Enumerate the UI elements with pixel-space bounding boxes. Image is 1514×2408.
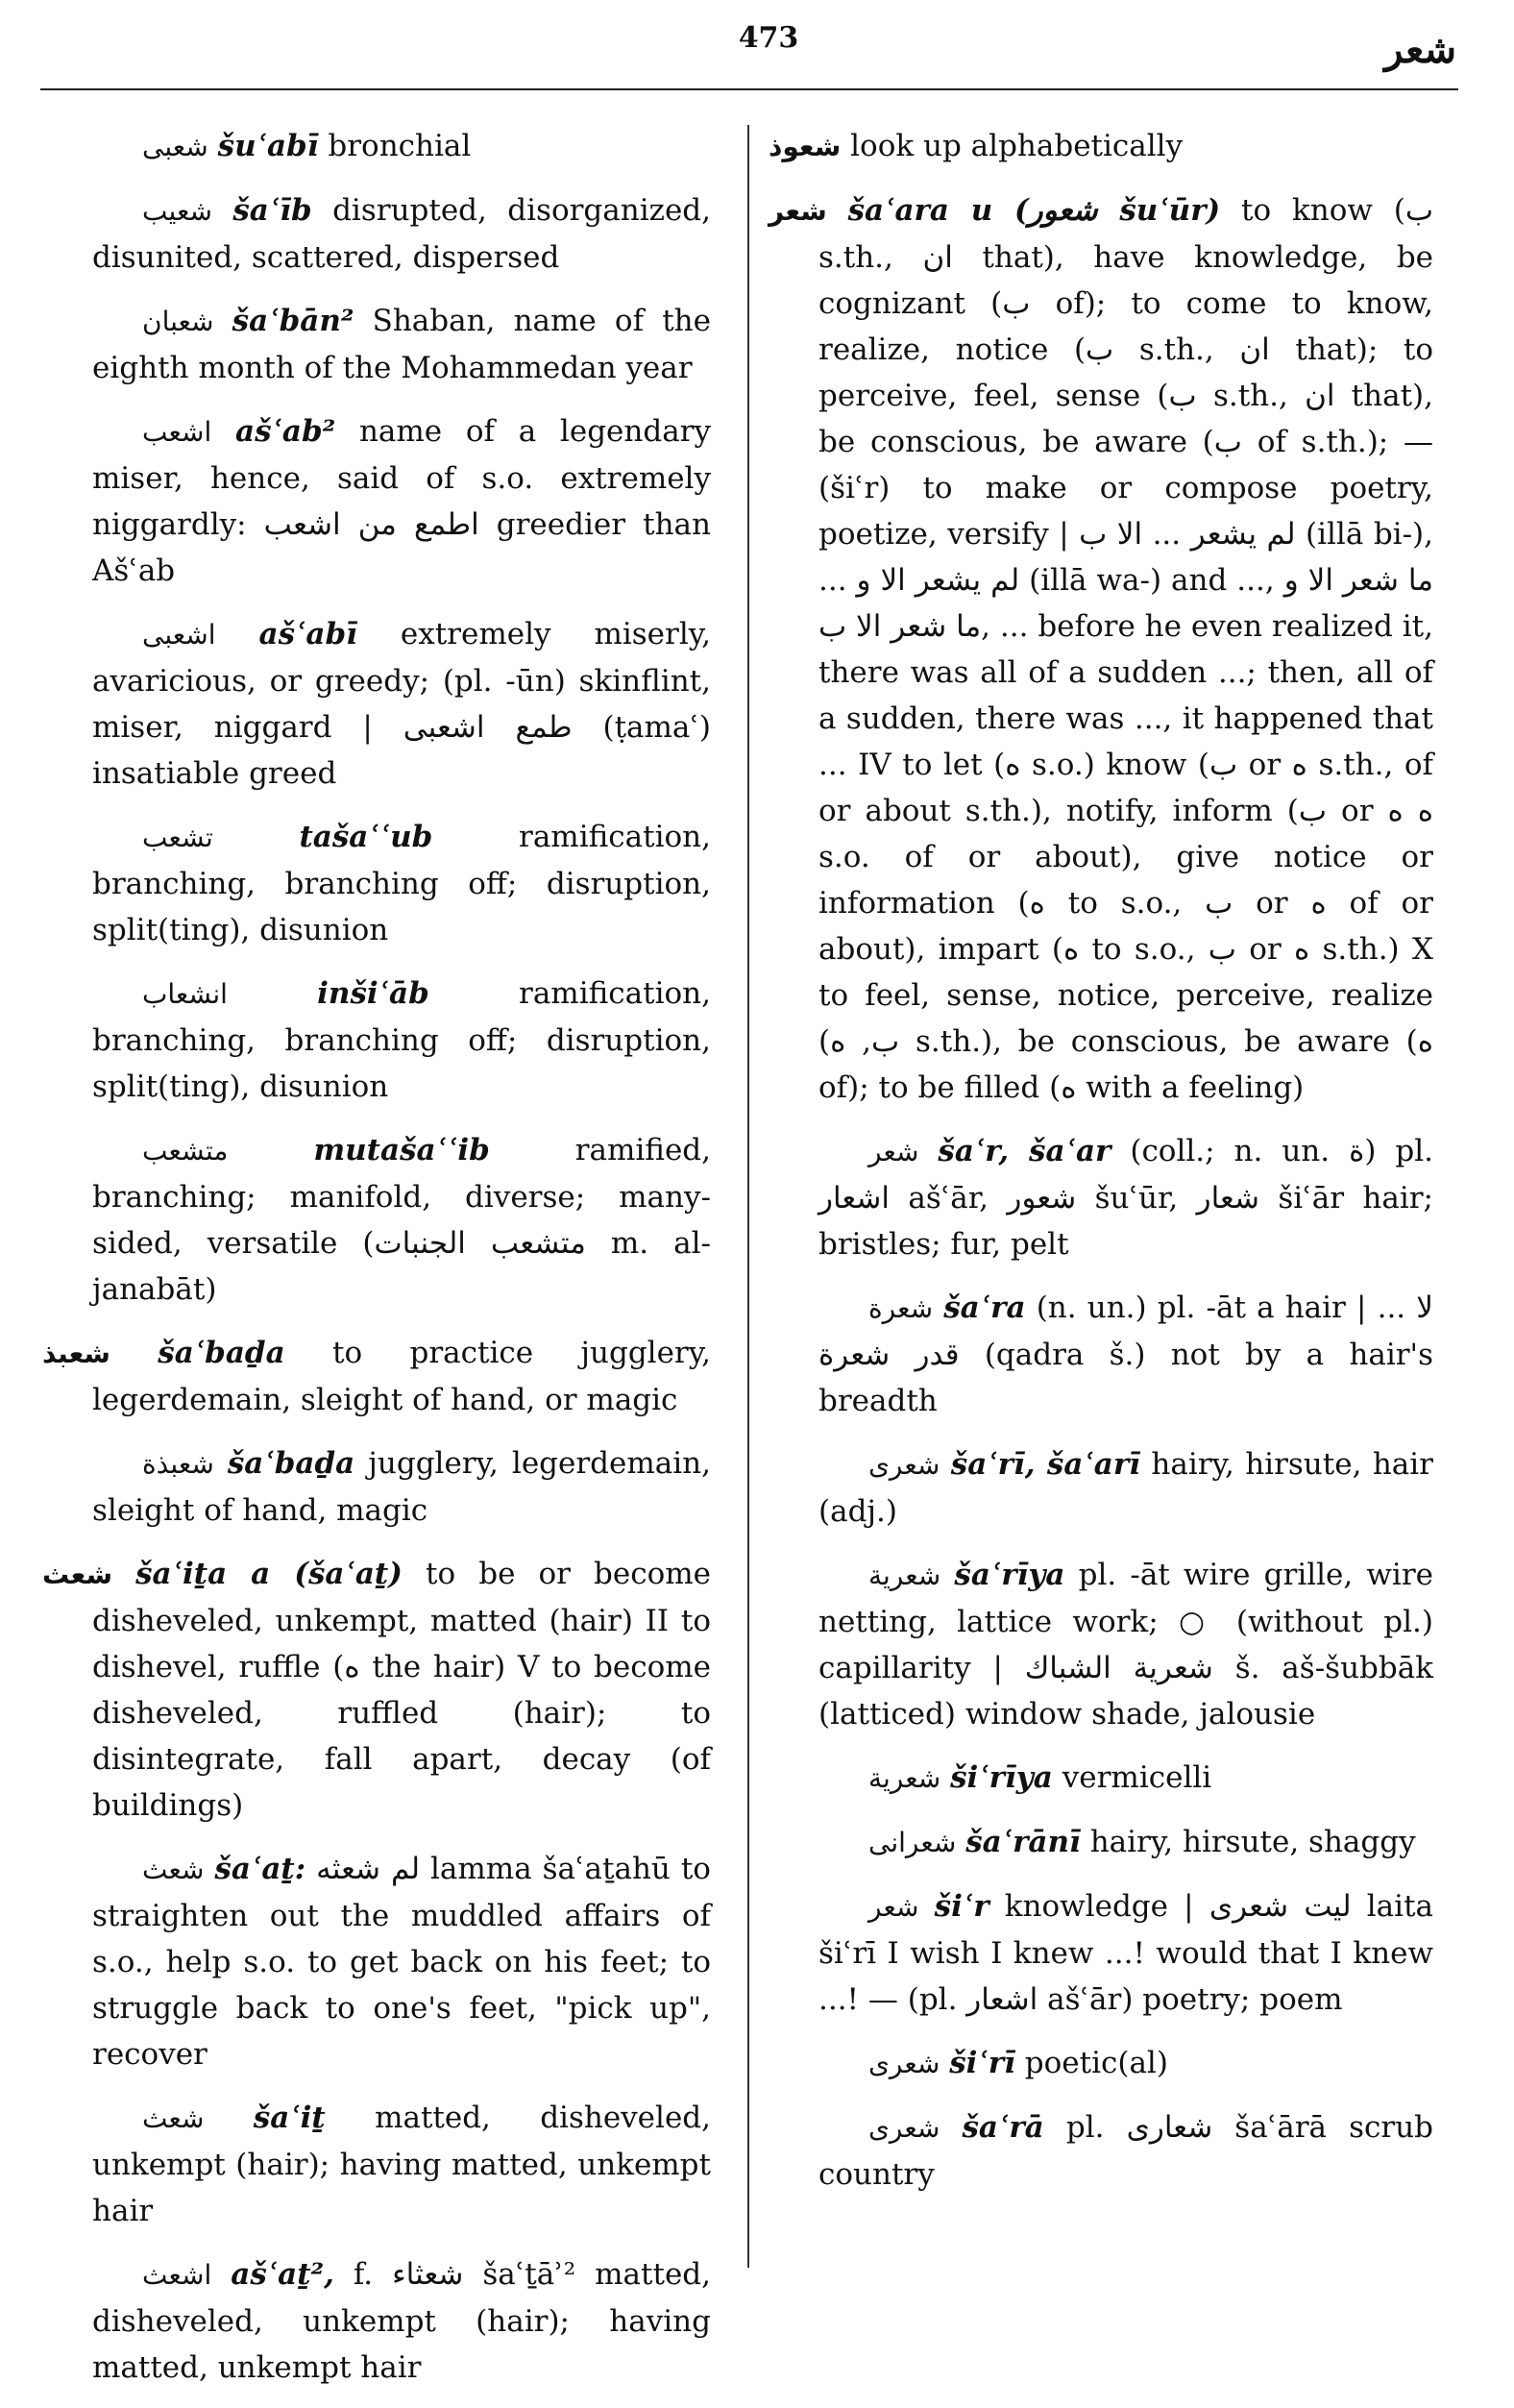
- dictionary-entry: [769, 1552, 1433, 1737]
- entry-arabic-headword: شعرى: [868, 2048, 940, 2079]
- entry-arabic-headword: شعرية: [868, 1560, 941, 1591]
- dictionary-entry: [42, 1551, 711, 1829]
- entry-definition: to practice jugglery, legerdemain, sleight of hand, or magic: [92, 1336, 711, 1417]
- entry-transliteration: šaʿīb: [232, 193, 312, 228]
- dictionary-entry: [769, 1128, 1433, 1267]
- entry-transliteration: ašʿabī: [258, 617, 357, 651]
- entry-transliteration: šaʿara u (شعور šuʿūr): [847, 193, 1221, 228]
- entry-definition: ramification, branching, branching off; disruption, split(ting), disunion: [92, 976, 711, 1104]
- entry-transliteration: šiʿrī: [949, 2046, 1015, 2080]
- entry-arabic-headword: شعرية: [868, 1762, 941, 1794]
- entry-arabic-headword: اشعبى: [142, 619, 216, 651]
- entry-definition: bronchial: [328, 129, 472, 163]
- entry-arabic-headword: شعرة: [868, 1292, 934, 1324]
- entry-arabic-headword: شعر: [868, 1891, 919, 1923]
- left-column: [42, 123, 711, 2408]
- entry-transliteration: šaʿaṯ:: [214, 1852, 306, 1886]
- entry-arabic-headword: انشعاب: [142, 978, 228, 1010]
- entry-definition: name of a legendary miser, hence, said of s.o. extremely niggardly: اطمع من اشعب greedier than Ašʿab: [92, 414, 712, 588]
- dictionary-entry: [42, 1846, 711, 2077]
- right-column: [769, 123, 1433, 2215]
- entry-arabic-headword: شعر: [868, 1136, 919, 1167]
- entry-definition: (n. un.) pl. -āt a hair | لا ... قدر شعرة (qadra š.) not by a hair's breadth: [818, 1290, 1433, 1418]
- entry-definition: ramification, branching, branching off; disruption, split(ting), disunion: [92, 820, 711, 947]
- running-head: شعر: [1384, 27, 1456, 72]
- entry-transliteration: šaʿbān²: [232, 304, 354, 338]
- dictionary-entry: [42, 1127, 711, 1313]
- entry-definition: pl. شعارى šaʿārā scrub country: [818, 2110, 1433, 2192]
- entry-arabic-headword: شعبذ: [42, 1338, 110, 1369]
- entry-arabic-headword: شعر: [769, 195, 827, 227]
- entry-transliteration: šaʿrā: [962, 2110, 1044, 2145]
- entry-definition: knowledge | ليت شعرى laita šiʿrī I wish I knew ...! would that I knew ...! — (pl. اشعار ašʿār) poetry; poem: [818, 1889, 1434, 2017]
- entry-definition: f. شعثاء šaʿṯāʾ² matted, disheveled, unkempt (hair); having matted, unkempt hair: [92, 2257, 711, 2385]
- entry-transliteration: šaʿiṯ: [253, 2101, 326, 2135]
- entry-definition: jugglery, legerdemain, sleight of hand, magic: [92, 1446, 711, 1528]
- dictionary-entry: [769, 2104, 1433, 2198]
- entry-transliteration: inšiʿāb: [317, 976, 429, 1011]
- column-divider: [747, 125, 749, 2268]
- entry-arabic-headword: شعبذة: [142, 1448, 214, 1480]
- entry-arabic-headword: شعث: [142, 2102, 205, 2134]
- entry-definition: disrupted, disorganized, disunited, scattered, dispersed: [92, 193, 712, 275]
- dictionary-entry: [769, 1755, 1433, 1802]
- entry-arabic-headword: شعوذ: [769, 131, 842, 162]
- dictionary-entry: [42, 123, 711, 170]
- entry-transliteration: šaʿrānī: [965, 1825, 1081, 1859]
- entry-definition: لم شعثه lamma šaʿaṯahū to straighten out the muddled affairs of s.o., help s.o. to get back on his feet; to struggle back to one's feet, "pick up", recover: [92, 1852, 711, 2072]
- entry-transliteration: ašʿab²: [234, 414, 336, 449]
- entry-arabic-headword: اشعث: [142, 2259, 212, 2291]
- entry-definition: ramified, branching; manifold, diverse; many-sided, versatile (متشعب الجنبات m. al-janabāt): [92, 1133, 712, 1307]
- dictionary-entry: [42, 298, 711, 391]
- entry-arabic-headword: شعرانى: [868, 1827, 957, 1858]
- entry-transliteration: šaʿrīya: [954, 1558, 1065, 1592]
- entry-transliteration: šiʿr: [934, 1889, 989, 1924]
- entry-definition: hairy, hirsute, shaggy: [1089, 1825, 1416, 1859]
- entry-definition: pl. -āt wire grille, wire netting, lattice work; ○ (without pl.) capillarity | شعرية الشباك š. aš-šubbāk (latticed) window shade, jalousie: [818, 1558, 1434, 1732]
- page-number: 473: [738, 21, 799, 55]
- entry-arabic-headword: شعرى: [868, 2112, 940, 2144]
- dictionary-entry: [42, 408, 711, 594]
- entry-arabic-headword: شعيب: [142, 195, 212, 227]
- entry-arabic-headword: شعث: [142, 1854, 205, 1885]
- dictionary-entry: [42, 1330, 711, 1423]
- entry-definition: to be or become disheveled, unkempt, matted (hair) II to dishevel, ruffle (ه the hair) V to become disheveled, ruffled (hair); to disintegrate, fall apart, decay (of buildings): [92, 1557, 712, 1823]
- entry-definition: to know (ب s.th., ان that), have knowledge, be cognizant (ب of); to come to know, realize, notice (ب s.th., ان that); to perceive, feel, sense (ب s.th., ان that), be conscious, be aware (ب of s.th.); — (šiʿr) to make or compose poetry, poetize, versify | لم يشعر ... الا ب (illā bi-), ... لم يشعر الا و (illā wa-) and ..., ما شعر الا و ... ,ما شعر الا ب before he even realized it, there was all of a sudden ...; then, all of a sudden, there was ..., it happened that ... IV to let (ه s.o.) know (ب or ه s.th., of or about s.th.), notify, inform (ب or ه ه s.o. of or about), give notice or information (ه to s.o., ب or ه of or about), impart (ه to s.o., ب or ه s.th.) X to feel, sense, notice, perceive, realize (ب, ه s.th.), be conscious, be aware (ه of); to be filled (ه with a feeling): [818, 193, 1434, 1105]
- entry-transliteration: tašaʿʿub: [299, 820, 433, 854]
- entry-arabic-headword: اشعب: [142, 416, 212, 448]
- entry-transliteration: šaʿbaḏa: [227, 1446, 355, 1481]
- entry-arabic-headword: متشعب: [142, 1135, 229, 1167]
- dictionary-entry: [42, 2095, 711, 2234]
- entry-transliteration: šaʿr, šaʿar: [938, 1134, 1111, 1168]
- entry-definition: vermicelli: [1062, 1760, 1212, 1795]
- dictionary-entry: [42, 611, 711, 797]
- entry-arabic-headword: شعرى: [868, 1449, 940, 1481]
- dictionary-entry: [769, 1441, 1433, 1535]
- entry-transliteration: šaʿra: [943, 1290, 1026, 1325]
- dictionary-entry: [42, 971, 711, 1110]
- entry-arabic-headword: شعث: [42, 1559, 112, 1590]
- entry-definition: extremely miserly, avaricious, or greedy; (pl. -ūn) skinflint, miser, niggard | طمع اشعبى (ṭamaʿ) insatiable greed: [92, 617, 712, 791]
- dictionary-entry: [42, 814, 711, 953]
- entry-definition: poetic(al): [1024, 2046, 1168, 2080]
- entry-definition: Shaban, name of the eighth month of the Mohammedan year: [92, 304, 711, 385]
- dictionary-entry: [769, 187, 1433, 1111]
- entry-definition: hairy, hirsute, hair (adj.): [818, 1447, 1433, 1529]
- entry-definition: look up alphabetically: [850, 129, 1184, 163]
- entry-definition: matted, disheveled, unkempt (hair); having matted, unkempt hair: [92, 2101, 711, 2228]
- dictionary-entry: [769, 2040, 1433, 2087]
- entry-definition: (coll.; n. un. ة) pl. اشعار ašʿār, شعور šuʿūr, شعار šiʿār hair; bristles; fur, pelt: [818, 1134, 1434, 1262]
- entry-transliteration: ašʿaṯ²,: [231, 2257, 334, 2292]
- entry-transliteration: šuʿabī: [217, 129, 319, 163]
- entry-arabic-headword: شعبان: [142, 306, 214, 337]
- entry-transliteration: mutašaʿʿib: [313, 1133, 490, 1167]
- dictionary-entry: [769, 1883, 1433, 2023]
- entry-transliteration: šaʿrī, šaʿarī: [950, 1447, 1140, 1482]
- entry-transliteration: šiʿrīya: [950, 1760, 1053, 1795]
- dictionary-entry: [42, 1440, 711, 1534]
- dictionary-entry: [42, 187, 711, 281]
- dictionary-entry: [769, 1819, 1433, 1866]
- header-rule: [40, 88, 1458, 90]
- dictionary-entry: [769, 123, 1433, 170]
- entry-arabic-headword: تشعب: [142, 822, 213, 853]
- entry-transliteration: šaʿiṯa a (šaʿaṯ): [135, 1557, 403, 1591]
- dictionary-entry: [42, 2251, 711, 2391]
- entry-transliteration: šaʿbaḏa: [158, 1336, 285, 1370]
- dictionary-entry: [769, 1285, 1433, 1424]
- entry-arabic-headword: شعبى: [142, 131, 208, 162]
